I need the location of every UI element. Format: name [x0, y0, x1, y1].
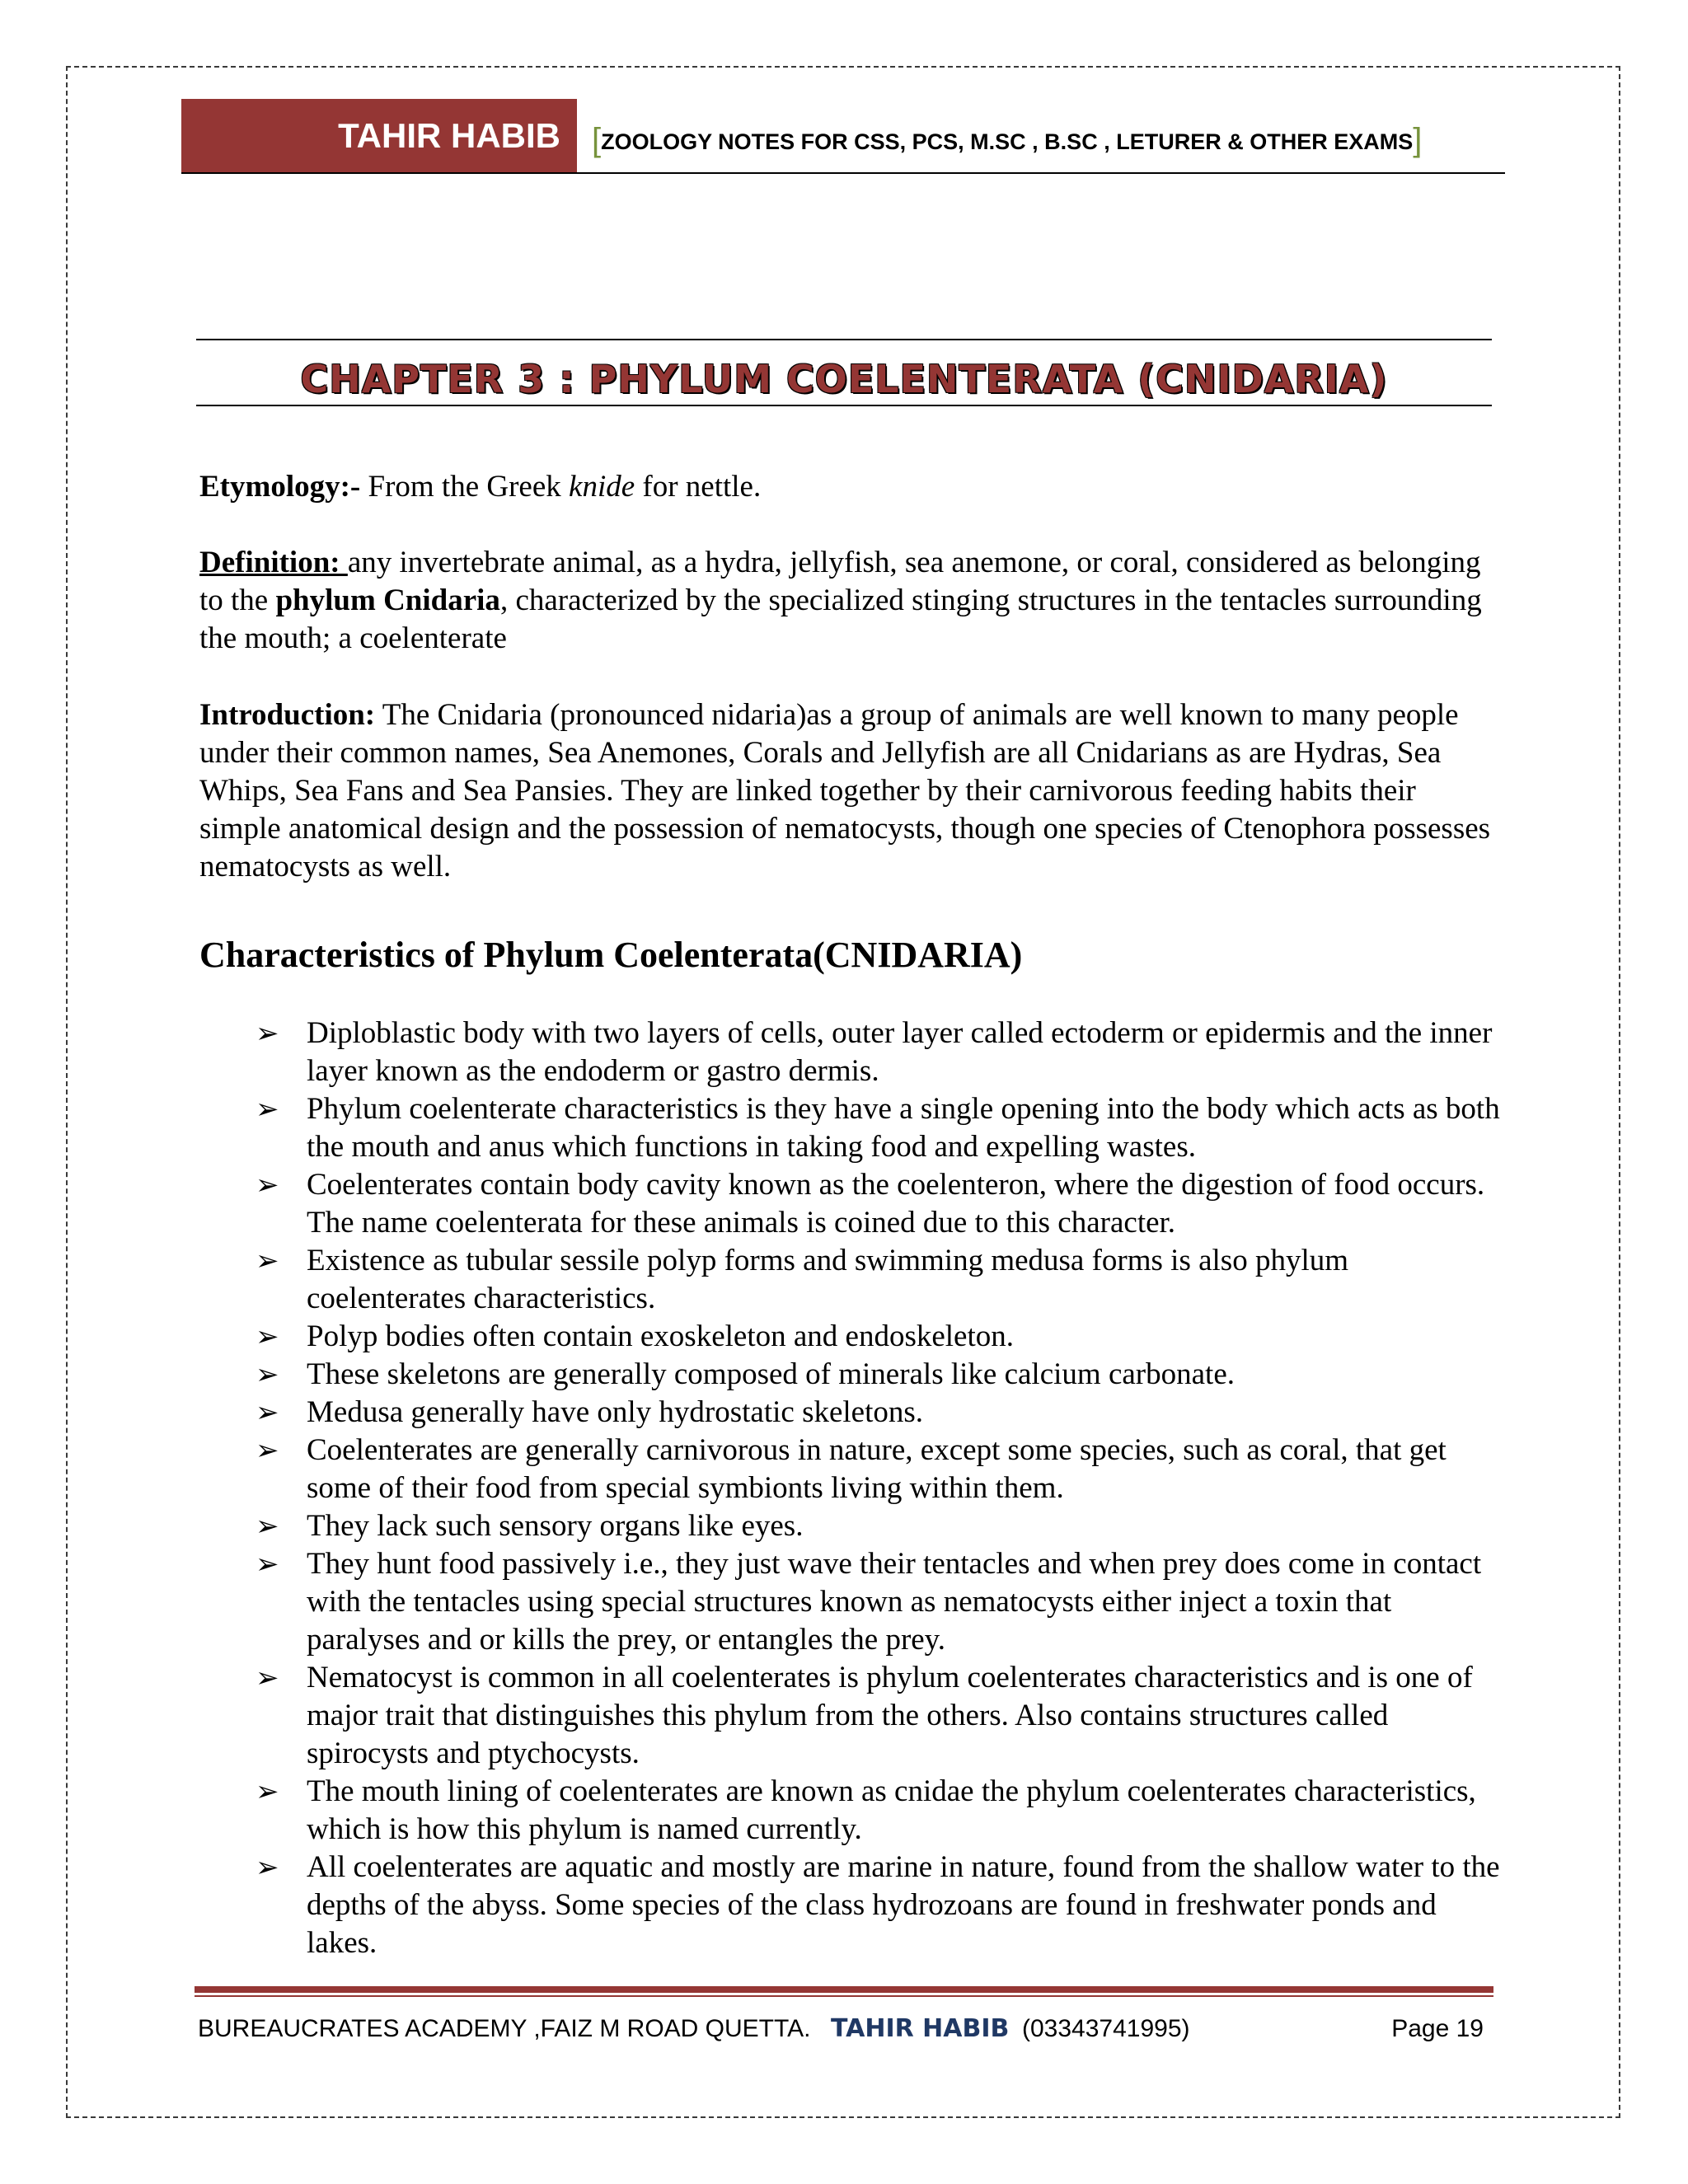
characteristic-item: [256, 1394, 1500, 1432]
arrow-bullet-icon: ➢: [256, 1510, 279, 1543]
header-bracket-open: [: [592, 122, 602, 158]
footer: [198, 2008, 1493, 2050]
characteristic-text: Coelenterates are generally carnivorous in nature, except some species, such as coral, that get some of their food from special symbionts living within them.: [307, 1433, 1447, 1505]
arrow-bullet-icon: ➢: [256, 1017, 279, 1050]
section-heading: Characteristics of Phylum Coelenterata(CNIDARIA): [199, 935, 1023, 975]
arrow-bullet-icon: ➢: [256, 1548, 279, 1581]
arrow-bullet-icon: ➢: [256, 1169, 279, 1202]
characteristic-item: [256, 1356, 1500, 1394]
characteristic-text: Polyp bodies often contain exoskeleton and endoskeleton.: [307, 1319, 1015, 1353]
characteristic-item: [256, 1773, 1500, 1849]
characteristic-text: Nematocyst is common in all coelenterates is phylum coelenterates characteristics and is one of major trait that distinguishes this phylum from the others. Also contains structures called spirocysts and ptychocysts.: [307, 1661, 1473, 1770]
header-rule: [181, 172, 1505, 174]
arrow-bullet-icon: ➢: [256, 1320, 279, 1353]
characteristic-item: [256, 1432, 1500, 1507]
chapter-rule-bottom: [196, 405, 1492, 406]
characteristic-item: [256, 1545, 1500, 1659]
characteristic-text: Phylum coelenterate characteristics is they have a single opening into the body which acts as both the mouth and anus which functions in taking food and expelling wastes.: [307, 1092, 1500, 1164]
characteristic-item: [256, 1090, 1500, 1166]
definition-label: Definition:: [199, 546, 348, 579]
characteristics-list: [256, 1015, 1500, 1962]
header-subtitle-text: ZOOLOGY NOTES FOR CSS, PCS, M.SC , B.SC , LETURER & OTHER EXAMS: [601, 129, 1414, 154]
etymology-text-before: From the Greek: [360, 470, 570, 504]
characteristic-item: [256, 1166, 1500, 1242]
arrow-bullet-icon: ➢: [256, 1661, 279, 1694]
characteristic-text: The mouth lining of coelenterates are known as cnidae the phylum coelenterates characteristics, which is how this phylum is named currently.: [307, 1774, 1476, 1846]
arrow-bullet-icon: ➢: [256, 1775, 279, 1808]
arrow-bullet-icon: ➢: [256, 1851, 279, 1884]
characteristic-item: [256, 1015, 1500, 1090]
definition-text-after: , characterized by the specialized stinging structures in the tentacles surrounding the mouth; a coelenterate: [199, 583, 1482, 655]
characteristic-text: They hunt food passively i.e., they just wave their tentacles and when prey does come in contact with the tentacles using special structures known as nematocysts either inject a toxin that paralyses and or kills the prey, or entangles the prey.: [307, 1547, 1482, 1657]
characteristic-text: Diploblastic body with two layers of cells, outer layer called ectoderm or epidermis and the inner layer known as the endoderm or gastro dermis.: [307, 1016, 1493, 1088]
header-author: TAHIR HABIB: [338, 116, 560, 155]
arrow-bullet-icon: ➢: [256, 1434, 279, 1467]
chapter-rule-top: [196, 339, 1492, 340]
characteristic-text: They lack such sensory organs like eyes.: [307, 1509, 804, 1543]
header-bracket-close: ]: [1413, 122, 1423, 158]
characteristic-text: Medusa generally have only hydrostatic skeletons.: [307, 1395, 924, 1429]
characteristic-item: [256, 1242, 1500, 1318]
arrow-bullet-icon: ➢: [256, 1093, 279, 1126]
footer-phone: (03343741995): [1022, 2015, 1190, 2042]
characteristic-text: All coelenterates are aquatic and mostly are marine in nature, found from the shallow water to the depths of the abyss. Some species of the class hydrozoans are found in freshwater ponds and lakes.: [307, 1850, 1500, 1960]
arrow-bullet-icon: ➢: [256, 1244, 279, 1277]
chapter-title: CHAPTER 3 : PHYLUM COELENTERATA (CNIDARIA): [300, 357, 1388, 401]
characteristic-item: [256, 1507, 1500, 1545]
characteristic-item: [256, 1318, 1500, 1356]
definition-text-before: any invertebrate animal, as a hydra, jellyfish, sea anemone, or coral, considered as belonging to the: [199, 546, 1481, 617]
characteristic-text: Coelenterates contain body cavity known as the coelenteron, where the digestion of food occurs. The name coelenterata for these animals is coined due to this character.: [307, 1168, 1485, 1240]
footer-rule-thick: [195, 1986, 1493, 1993]
introduction-text: The Cnidaria (pronounced nidaria)as a group of animals are well known to many people under their common names, Sea Anemones, Corals and Jellyfish are all Cnidarians as are Hydras, Sea Whips, Sea Fans and Sea Pansies. They are linked together by their carnivorous feeding habits their simple anatomical design and the possession of nematocysts, though one species of Ctenophora possesses nematocysts as well.: [199, 698, 1491, 883]
definition-paragraph: [199, 544, 1493, 658]
introduction-label: Introduction:: [199, 698, 376, 732]
characteristic-item: [256, 1849, 1500, 1962]
characteristic-text: Existence as tubular sessile polyp forms and swimming medusa forms is also phylum coelenterates characteristics.: [307, 1244, 1348, 1315]
etymology-italic-word: knide: [569, 470, 635, 504]
header-author-band: [181, 99, 577, 173]
arrow-bullet-icon: ➢: [256, 1396, 279, 1429]
introduction-paragraph: [199, 696, 1493, 886]
footer-author: TAHIR HABIB: [831, 2014, 1010, 2043]
etymology-text-after: for nettle.: [635, 470, 762, 504]
arrow-bullet-icon: ➢: [256, 1358, 279, 1391]
etymology-paragraph: [199, 468, 1493, 506]
characteristic-text: These skeletons are generally composed of minerals like calcium carbonate.: [307, 1357, 1235, 1391]
header-subtitle: [592, 115, 1422, 165]
etymology-label: Etymology:-: [199, 470, 361, 504]
definition-bold: phylum Cnidaria: [275, 583, 500, 617]
footer-page-number: Page 19: [1391, 2015, 1484, 2042]
footer-rule-thin: [195, 1995, 1493, 1997]
characteristic-item: [256, 1659, 1500, 1773]
footer-academy: BUREAUCRATES ACADEMY ,FAIZ M ROAD QUETTA.: [198, 2015, 811, 2042]
